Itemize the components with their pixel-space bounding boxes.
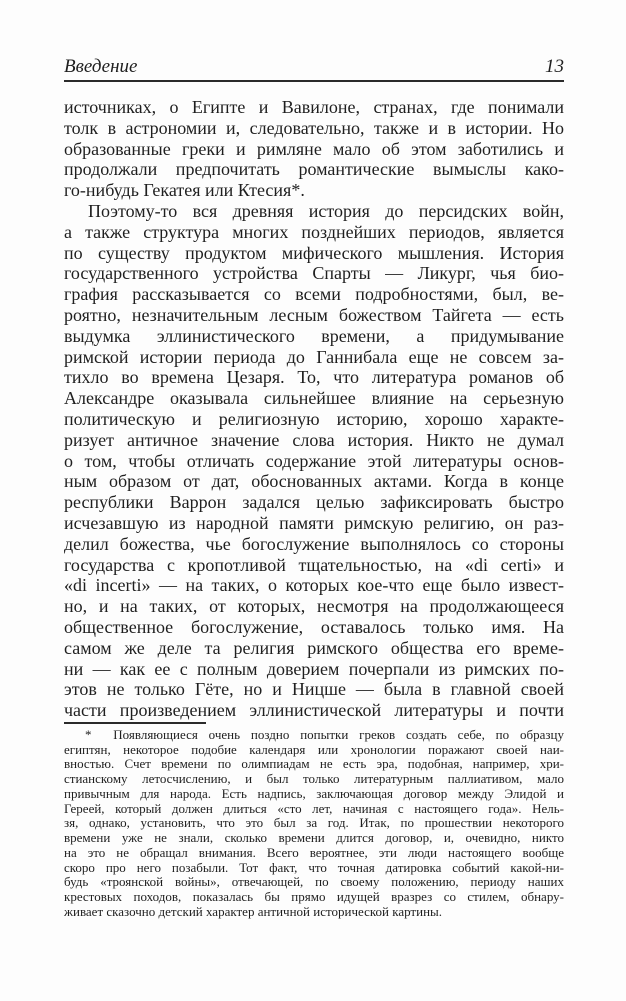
footnote-text-line: на это не обращал внимания. Всего вероятнее, эти люди настоящего вообще [64,844,564,860]
footnote-text-line: крестовых походов, показалась бы прямо идущей вразрез со стилем, обнару- [64,889,564,905]
body-text-line: политическую и религиозную историю, хорошо характе- [64,408,564,429]
body-text-line: ризует античное значение слова история. Никто не думал [64,429,564,450]
header-rule [64,80,564,82]
footnote-text-line: живает сказочно детский характер античной исторической картины. [64,903,443,919]
body-text-line: роятно, незначительным лесным божеством Тайгета — есть [64,304,564,325]
body-text-line: делил божества, чье богослужение выполнялось со стороны [64,533,564,554]
body-text-line: государственного устройства Спарты — Ликург, чья био- [64,263,564,284]
body-text-line: Александре оказывала сильнейшее влияние на серьезную [64,388,564,409]
body-text-line: государства с кропотливой тщательностью, на «di certi» и [64,554,564,575]
body-text-line: общественное богослужение, оставалось только имя. На [64,616,564,637]
footnote-text-line: вностью. Счет времени по олимпиадам не есть эра, подобная, например, хри- [64,756,564,772]
footnote-text-line: египтян, некоторое подобие календаря или хронологии поражают своей наи- [64,741,564,757]
body-text-line: толк в астрономии и, следовательно, также и в истории. Но [64,117,564,138]
footnote-text-line: скоро про него позабыли. Тот факт, что точная датировка событий какой-ни- [64,859,564,875]
body-text-line: графия рассказывается со всеми подробностями, был, ве- [64,284,564,305]
body-text-line: тихло во времена Цезаря. То, что литература романов об [64,367,564,388]
body-text-line: по существу продуктом мифического мышления. История [64,242,564,263]
footnote-text-line: будь «троянской войны», отвечающей, по своему положению, периоду наших [64,874,564,890]
body-text-line: о том, чтобы отличать содержание этой литературы основ- [64,450,564,471]
body-text-line: но, и на таких, от которых, несмотря на продолжающееся [64,596,564,617]
page-number: 13 [545,56,564,77]
body-text-line: части произведением эллинистической литературы и почти [64,700,564,721]
body-text-line: ни — как ее с полным доверием почерпали из римских по- [64,658,564,679]
footnote-text-line: * Появляющиеся очень поздно попытки греков создать себе, по образцу [85,726,564,742]
body-text-line: Поэтому-то вся древняя история до персидских войн, [88,200,564,221]
body-text-line: образованные греки и римляне мало об этом заботились и [64,138,564,159]
body-text-line: го-нибудь Гекатея или Ктесия*. [64,180,305,201]
footnote-text-line: Гереей, который должен длиться «сто лет, начиная с настоящего года». Нель- [64,800,564,816]
body-text-line: самом же деле та религия римского общества его време- [64,637,564,658]
body-text-line: республики Варрон задался целью зафиксировать быстро [64,492,564,513]
footnote-text-line: стианскому летосчислению, и был только литературным паллиативом, мало [64,771,564,787]
page-content [64,0,564,920]
body-text-line: этов не только Гёте, но и Ницше — была в главной своей [64,679,564,700]
body-text-line: римской истории периода до Ганнибала еще не совсем за- [64,346,564,367]
running-title: Введение [64,56,138,77]
body-text-line: а также структура многих позднейших периодов, является [64,221,564,242]
footnote-rule [64,722,206,724]
body-text-line: ным образом от дат, обоснованных актами. Когда в конце [64,471,564,492]
body-text-line: выдумка эллинистического времени, а придумывание [64,325,564,346]
page-header [64,56,564,78]
body-text-line: «di incerti» — на таких, о которых кое-что еще было извест- [64,575,564,596]
footnote [64,728,564,920]
footnote-text-line: привычным для народа. Есть надпись, заключающая договор между Элидой и [64,785,564,801]
footnote-text-line: времени уже не знали, сколько времени длится договор, и, очевидно, никто [64,830,564,846]
body-text-line: источниках, о Египте и Вавилоне, странах, где понимали [64,97,564,117]
footnote-text-line: зя, однако, установить, что это был за год. Итак, по прошествии некоторого [64,815,564,831]
body-text-line: исчезавшую из народной памяти римскую религию, он раз- [64,512,564,533]
body-text [64,97,564,721]
body-text-line: продолжали предпочитать романтические вымыслы како- [64,159,564,180]
